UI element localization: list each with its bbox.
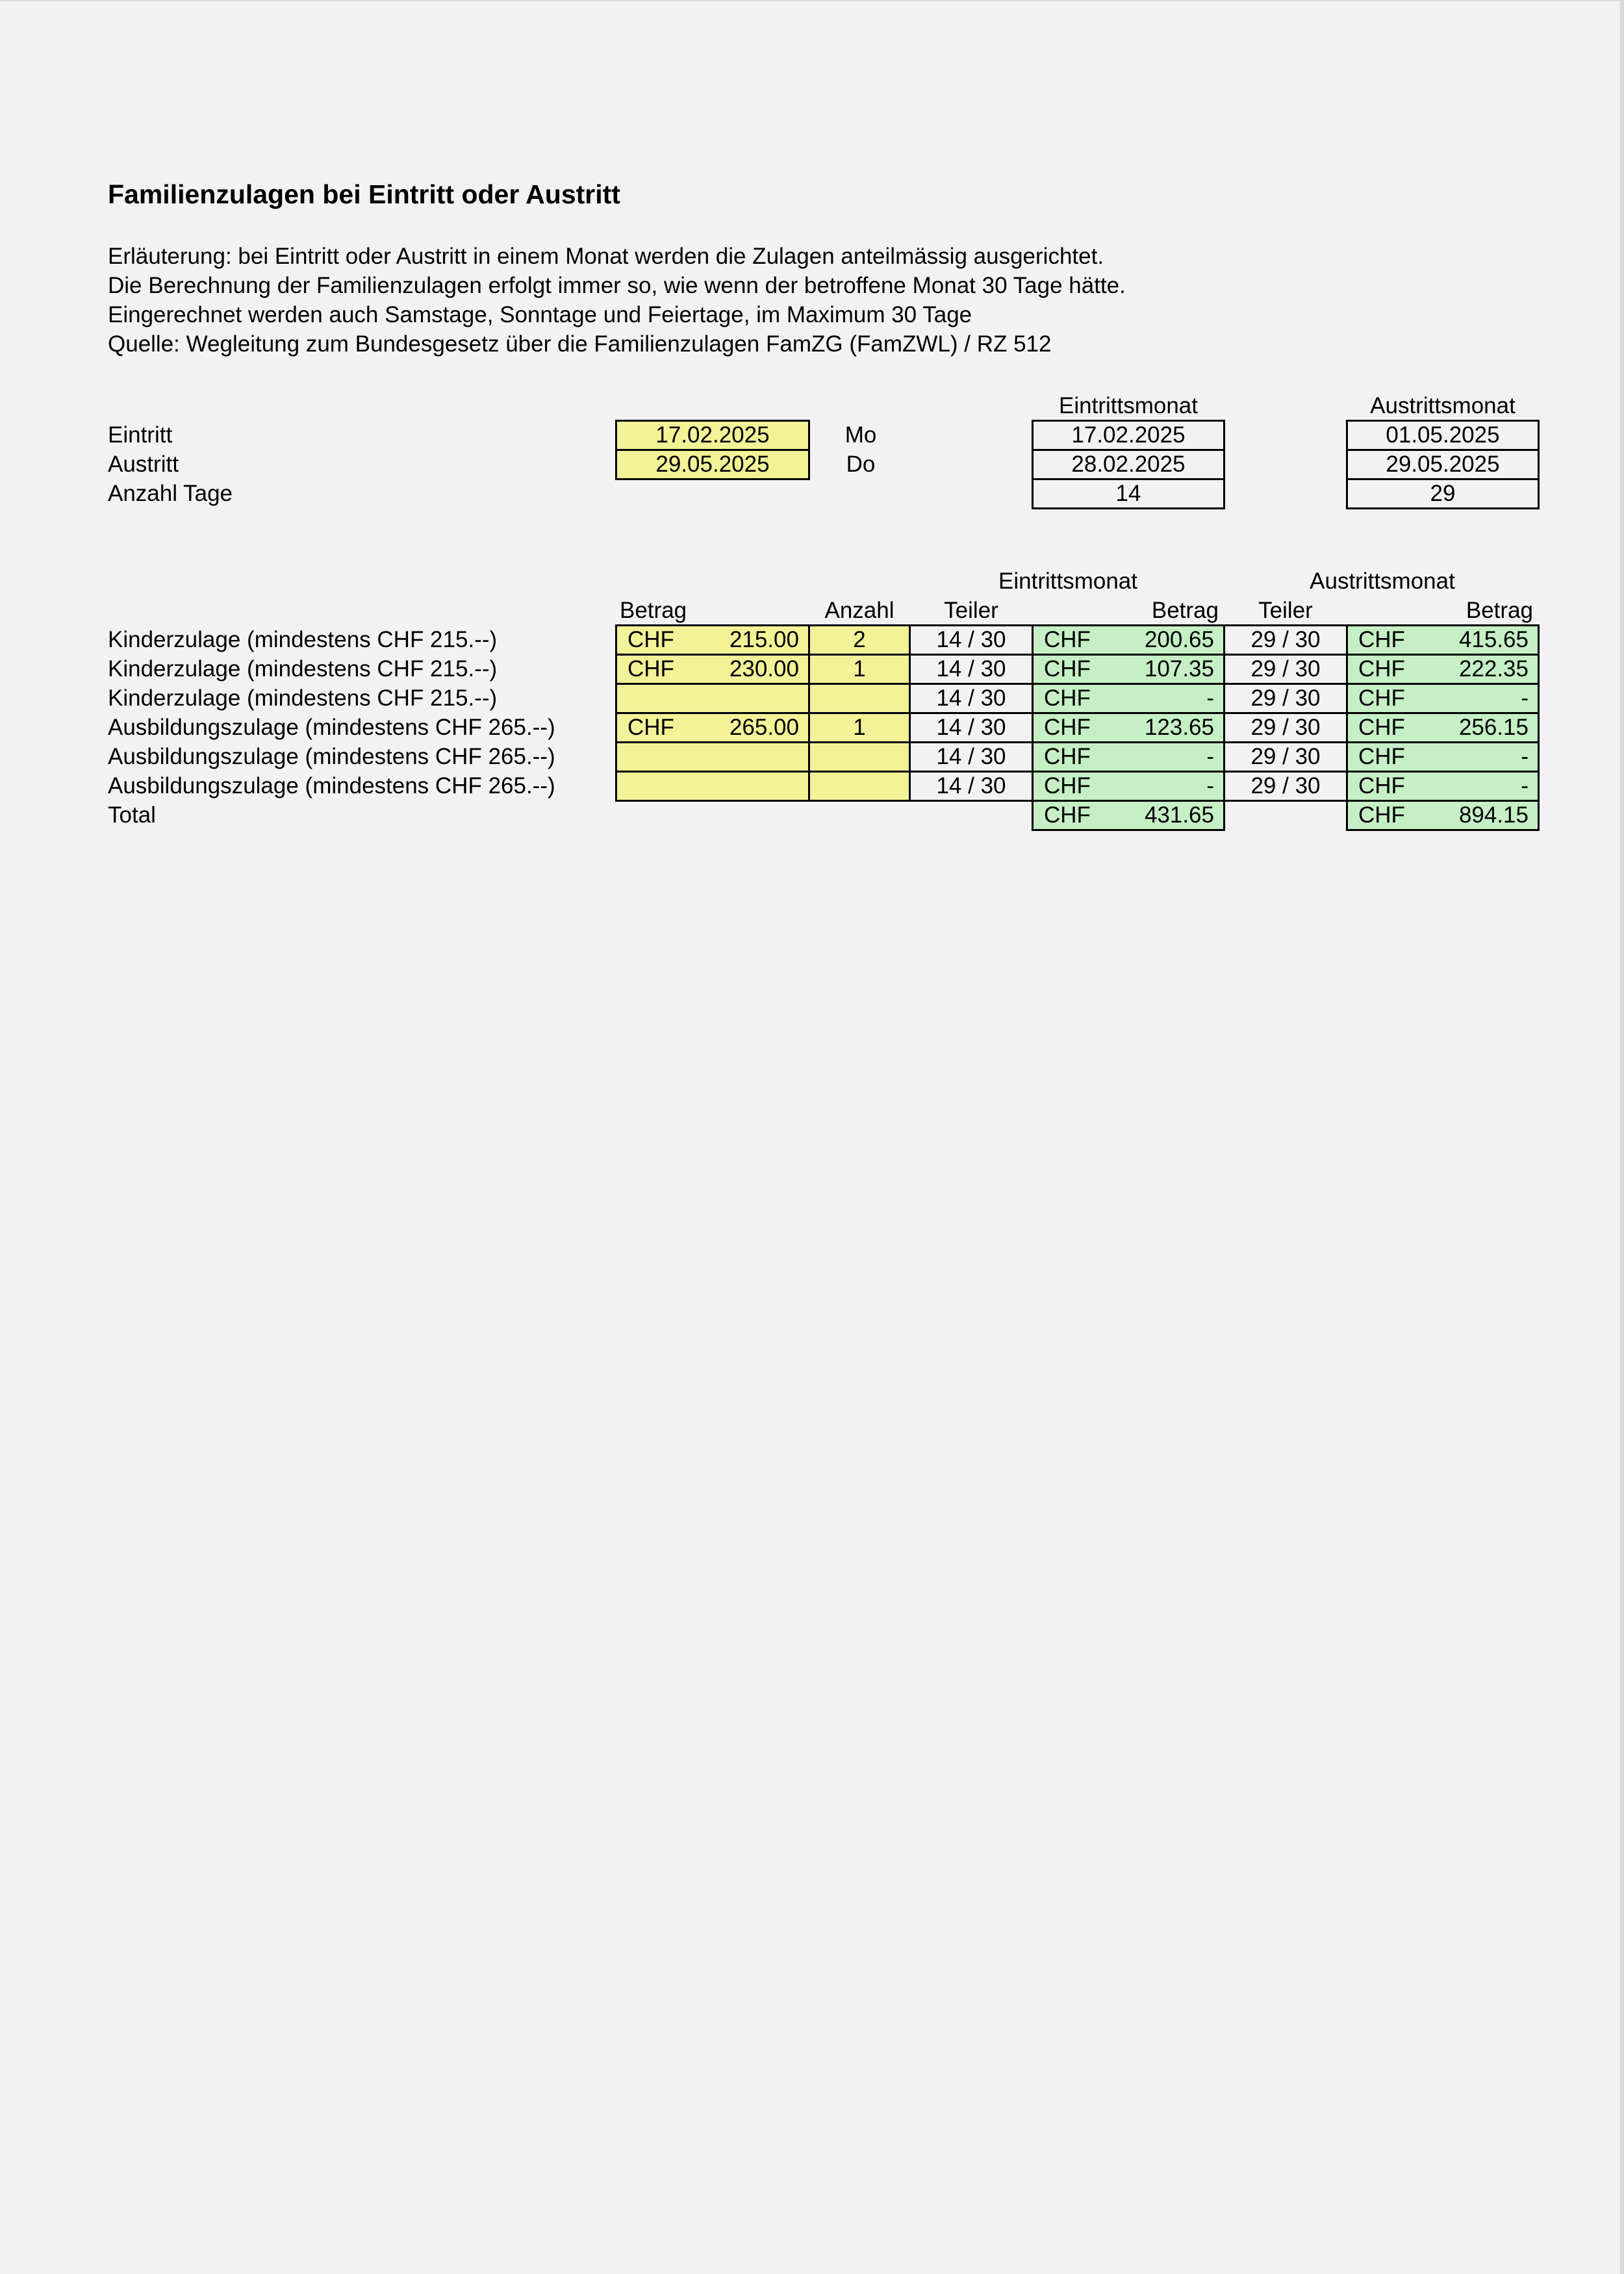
exit-month-days: 29	[1346, 478, 1540, 509]
total-entry-amount	[1032, 800, 1225, 831]
exit-divisor: 29 / 30	[1223, 771, 1348, 802]
group-header-exit-month: Austrittsmonat	[1310, 568, 1455, 594]
exit-divisor: 29 / 30	[1223, 683, 1348, 714]
count-input[interactable]: 2	[808, 624, 911, 656]
currency-label: CHF	[628, 627, 674, 652]
amount-value: 123.65	[1144, 715, 1214, 740]
amount-input[interactable]	[615, 712, 810, 743]
amount-value: 256.15	[1458, 715, 1529, 740]
entry-month-end: 28.02.2025	[1032, 449, 1225, 480]
exit-date-input[interactable]: 29.05.2025	[615, 449, 810, 480]
allowance-label: Ausbildungszulage (mindestens CHF 265.--)	[108, 773, 555, 798]
entry-amount	[1032, 741, 1225, 773]
header-entry-month: Eintrittsmonat	[1059, 393, 1198, 418]
label-eintritt: Eintritt	[108, 422, 173, 448]
page-title: Familienzulagen bei Eintritt oder Austritt	[108, 179, 620, 209]
entry-weekday: Mo	[844, 422, 877, 448]
amount-input[interactable]	[615, 741, 810, 773]
total-exit-amount	[1346, 800, 1540, 831]
col-header-betrag-exit: Betrag	[1465, 598, 1533, 623]
currency-label: CHF	[628, 656, 674, 682]
exit-divisor: 29 / 30	[1223, 712, 1348, 743]
exit-amount	[1346, 654, 1540, 685]
col-header-teiler-entry: Teiler	[944, 598, 998, 623]
amount-value: 431.65	[1144, 802, 1214, 828]
amount-input[interactable]	[615, 654, 810, 685]
currency-label: CHF	[1358, 773, 1405, 798]
amount-value: 107.35	[1144, 656, 1214, 682]
entry-divisor: 14 / 30	[909, 741, 1034, 773]
scroll-edge	[1620, 0, 1624, 2274]
group-header-entry-month: Eintrittsmonat	[998, 568, 1137, 594]
amount-value: -	[1206, 773, 1214, 798]
amount-value: 200.65	[1144, 627, 1214, 652]
exit-amount	[1346, 712, 1540, 743]
explanation-line: Erläuterung: bei Eintritt oder Austritt in einem Monat werden die Zulagen anteilmässig ausgerichtet.	[108, 244, 1104, 269]
total-label: Total	[108, 802, 156, 828]
currency-label: CHF	[1358, 656, 1405, 682]
count-input[interactable]: 1	[808, 712, 911, 743]
count-input[interactable]	[808, 683, 911, 714]
amount-value: 215.00	[729, 627, 799, 652]
exit-divisor: 29 / 30	[1223, 624, 1348, 656]
amount-value: 265.00	[729, 715, 799, 740]
label-anzahl-tage: Anzahl Tage	[108, 481, 233, 506]
currency-label: CHF	[1044, 744, 1091, 769]
explanation-line: Eingerechnet werden auch Samstage, Sonntage und Feiertage, im Maximum 30 Tage	[108, 302, 972, 327]
amount-value: -	[1521, 744, 1529, 769]
entry-month-days: 14	[1032, 478, 1225, 509]
allowance-label: Kinderzulage (mindestens CHF 215.--)	[108, 627, 498, 652]
allowance-label: Kinderzulage (mindestens CHF 215.--)	[108, 656, 498, 682]
header-exit-month: Austrittsmonat	[1370, 393, 1516, 418]
exit-month-end: 29.05.2025	[1346, 449, 1540, 480]
currency-label: CHF	[628, 715, 674, 740]
currency-label: CHF	[1044, 773, 1091, 798]
entry-amount	[1032, 771, 1225, 802]
page-edge	[0, 0, 1624, 1]
exit-weekday: Do	[846, 452, 876, 477]
exit-amount	[1346, 771, 1540, 802]
amount-value: -	[1206, 685, 1214, 711]
entry-amount	[1032, 712, 1225, 743]
count-input[interactable]	[808, 741, 911, 773]
amount-value: -	[1521, 685, 1529, 711]
amount-value: 894.15	[1458, 802, 1529, 828]
amount-input[interactable]	[615, 683, 810, 714]
exit-divisor: 29 / 30	[1223, 741, 1348, 773]
currency-label: CHF	[1044, 627, 1091, 652]
entry-date-input[interactable]: 17.02.2025	[615, 420, 810, 451]
entry-amount	[1032, 624, 1225, 656]
count-input[interactable]: 1	[808, 654, 911, 685]
amount-input[interactable]	[615, 624, 810, 656]
count-input[interactable]	[808, 771, 911, 802]
currency-label: CHF	[1044, 802, 1091, 828]
currency-label: CHF	[1358, 744, 1405, 769]
col-header-teiler-exit: Teiler	[1258, 598, 1313, 623]
col-header-betrag-entry: Betrag	[1151, 598, 1219, 623]
currency-label: CHF	[1358, 715, 1405, 740]
explanation-line: Die Berechnung der Familienzulagen erfolgt immer so, wie wenn der betroffene Monat 30 Tage hätte.	[108, 273, 1126, 298]
allowance-label: Ausbildungszulage (mindestens CHF 265.--)	[108, 715, 555, 740]
currency-label: CHF	[1044, 656, 1091, 682]
currency-label: CHF	[1044, 715, 1091, 740]
entry-amount	[1032, 654, 1225, 685]
amount-value: 415.65	[1458, 627, 1529, 652]
explanation-line: Quelle: Wegleitung zum Bundesgesetz über die Familienzulagen FamZG (FamZWL) / RZ 512	[108, 331, 1052, 357]
entry-divisor: 14 / 30	[909, 624, 1034, 656]
entry-divisor: 14 / 30	[909, 683, 1034, 714]
exit-amount	[1346, 624, 1540, 656]
exit-month-start: 01.05.2025	[1346, 420, 1540, 451]
exit-amount	[1346, 683, 1540, 714]
entry-divisor: 14 / 30	[909, 712, 1034, 743]
amount-value: 222.35	[1458, 656, 1529, 682]
currency-label: CHF	[1358, 627, 1405, 652]
exit-divisor: 29 / 30	[1223, 654, 1348, 685]
amount-value: 230.00	[729, 656, 799, 682]
entry-amount	[1032, 683, 1225, 714]
col-header-betrag: Betrag	[620, 598, 687, 623]
allowance-label: Ausbildungszulage (mindestens CHF 265.--)	[108, 744, 555, 769]
entry-divisor: 14 / 30	[909, 771, 1034, 802]
amount-value: -	[1206, 744, 1214, 769]
col-header-anzahl: Anzahl	[824, 598, 894, 623]
allowance-label: Kinderzulage (mindestens CHF 215.--)	[108, 685, 498, 711]
entry-divisor: 14 / 30	[909, 654, 1034, 685]
currency-label: CHF	[1044, 685, 1091, 711]
entry-month-start: 17.02.2025	[1032, 420, 1225, 451]
amount-value: -	[1521, 773, 1529, 798]
amount-input[interactable]	[615, 771, 810, 802]
exit-amount	[1346, 741, 1540, 773]
label-austritt: Austritt	[108, 452, 179, 477]
currency-label: CHF	[1358, 802, 1405, 828]
currency-label: CHF	[1358, 685, 1405, 711]
